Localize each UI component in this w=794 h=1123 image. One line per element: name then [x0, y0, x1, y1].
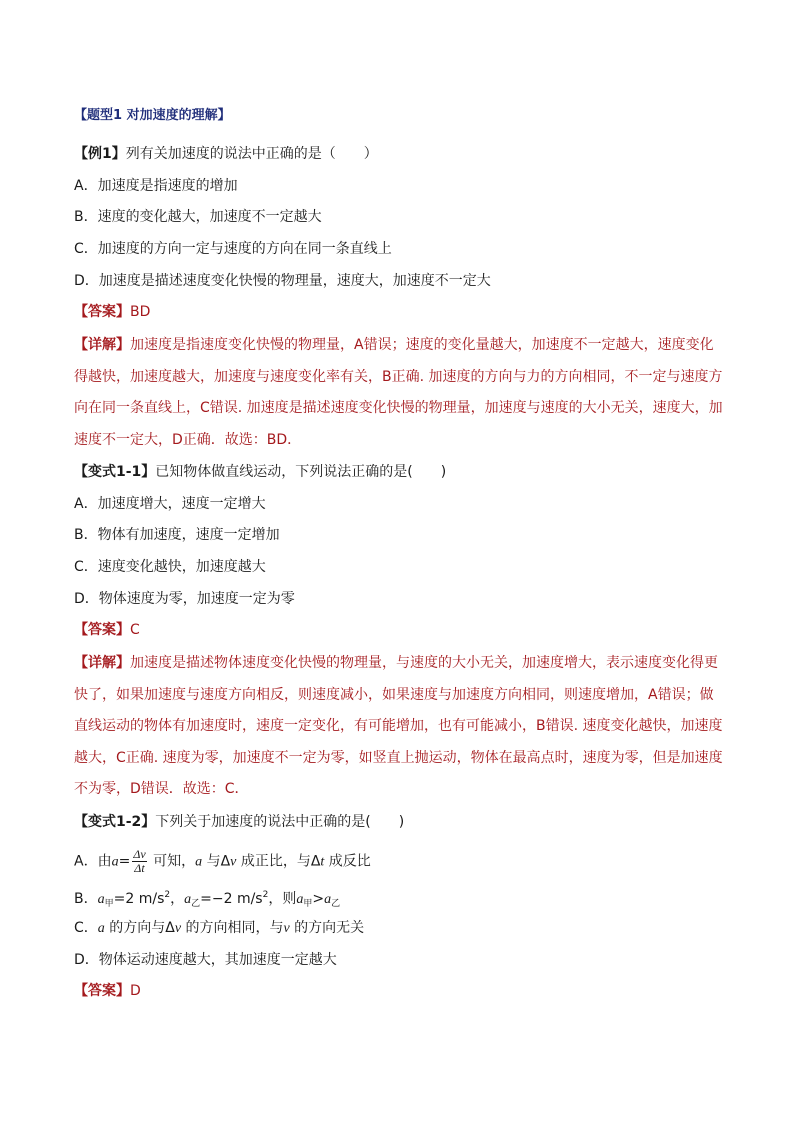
example-1-question	[74, 144, 378, 164]
variant-1-2-option-b	[74, 885, 340, 914]
greater-than-sign: >	[312, 891, 325, 907]
variant-1-1-option-c: C．速度变化越快，加速度越大	[74, 559, 266, 575]
variant-1-2-stem: 下列关于加速度的说法中正确的是( )	[155, 814, 405, 830]
answer-tag: 【答案】	[74, 304, 130, 320]
variant-1-1-detail	[74, 648, 724, 806]
text: 的方向无关	[289, 920, 365, 936]
example-1-option-a: A．加速度是指速度的增加	[74, 178, 238, 194]
variant-1-1-stem: 已知物体做直线运动，下列说法正确的是( )	[155, 464, 447, 480]
example-1-detail	[74, 330, 724, 456]
detail-text: 加速度是指速度变化快慢的物理量，A错误；速度的变化量越大，加速度不一定越大，速度变化得越快，加速度越大，加速度与速度变化率有关，B正确. 加速度的方向与力的方向相同，不一定与速度方向在同一条直线上，C错误. 加速度是描述速度变化快慢的物理量，加速度与速度的大小无关，速度大，加速度不一定大，D正确．故选：BD．	[74, 337, 723, 448]
symbol-a: a	[184, 892, 192, 907]
variant-1-2-option-a	[74, 848, 371, 875]
answer-tag: 【答案】	[74, 983, 130, 999]
variant-1-1-tag: 【变式1-1】	[74, 464, 156, 480]
subscript: 甲	[104, 899, 114, 909]
value: =2 m/s	[113, 891, 165, 907]
variant-1-1-answer	[74, 620, 140, 640]
text: 成反比	[324, 853, 371, 870]
symbol-a: a	[97, 921, 105, 936]
symbol-a: a	[296, 892, 304, 907]
answer-value: C	[130, 622, 140, 638]
text: 的方向与Δ	[104, 920, 175, 936]
detail-text: 加速度是描述物体速度变化快慢的物理量，与速度的大小无关，加速度增大，表示速度变化得更快了，如果加速度与速度方向相反，则速度减小，如果速度与加速度方向相同，则速度增加，A错误；做直线运动的物体有加速度时，速度一定变化，有可能增加，也有可能减小，B错误. 速度变化越快，加速度越大，C正确. 速度为零，加速度不一定为零，如竖直上抛运动，物体在最高点时，速度为零，但是加速度不为零，D错误．故选：C．	[74, 655, 723, 797]
value: =−2 m/s	[200, 891, 263, 907]
variant-1-2-option-d: D．物体运动速度越大，其加速度一定越大	[74, 952, 337, 968]
section-title: 【题型1 对加速度的理解】	[74, 108, 231, 123]
symbol-v: v	[174, 921, 182, 936]
example-1-stem: 列有关加速度的说法中正确的是（ ）	[125, 146, 378, 162]
symbol-v: v	[283, 921, 290, 936]
subscript: 乙	[331, 899, 341, 909]
variant-1-2-option-c	[74, 918, 364, 939]
example-1-option-c: C．加速度的方向一定与速度的方向在同一条直线上	[74, 241, 392, 257]
option-prefix: C．	[74, 920, 98, 936]
variant-1-1-question	[74, 462, 446, 482]
equals-sign: =	[118, 853, 131, 870]
detail-tag: 【详解】	[74, 655, 130, 671]
subscript: 甲	[303, 899, 313, 909]
answer-value: D	[130, 983, 141, 999]
superscript: 2	[262, 890, 269, 900]
example-1-answer	[74, 302, 150, 322]
symbol-a: a	[111, 854, 119, 870]
symbol-v: v	[230, 854, 237, 870]
variant-1-1-option-b: B．物体有加速度，速度一定增加	[74, 527, 280, 543]
variant-1-1-option-d: D．物体速度为零，加速度一定为零	[74, 591, 295, 607]
option-prefix: B．	[74, 891, 98, 907]
fraction-delta-v-over-delta-t	[132, 848, 146, 875]
example-1-tag: 【例1】	[74, 146, 126, 162]
text: 的方向相同，与	[181, 920, 284, 936]
symbol-t: t	[320, 854, 325, 870]
variant-1-2-answer	[74, 981, 141, 1001]
symbol-a: a	[324, 892, 332, 907]
superscript: 2	[164, 890, 171, 900]
variant-1-1-option-a: A．加速度增大，速度一定增大	[74, 496, 266, 512]
text: ，	[170, 891, 185, 907]
text: 与Δ	[202, 853, 231, 870]
example-1-option-b: B．速度的变化越大，加速度不一定越大	[74, 209, 322, 225]
symbol-a: a	[195, 854, 203, 870]
text: ，则	[268, 891, 297, 907]
text: 可知，	[148, 853, 196, 870]
option-prefix: A．由	[74, 853, 112, 870]
variant-1-2-tag: 【变式1-2】	[74, 814, 156, 830]
example-1-option-d: D．加速度是描述速度变化快慢的物理量，速度大，加速度不一定大	[74, 273, 491, 289]
variant-1-2-question	[74, 812, 404, 832]
answer-tag: 【答案】	[74, 622, 130, 638]
text: 成正比，与Δ	[236, 853, 321, 870]
subscript: 乙	[191, 899, 201, 909]
fraction-denominator: Δt	[134, 861, 145, 875]
fraction-numerator: Δv	[133, 847, 146, 861]
answer-value: BD	[130, 304, 151, 320]
detail-tag: 【详解】	[74, 337, 130, 353]
symbol-a: a	[97, 892, 105, 907]
